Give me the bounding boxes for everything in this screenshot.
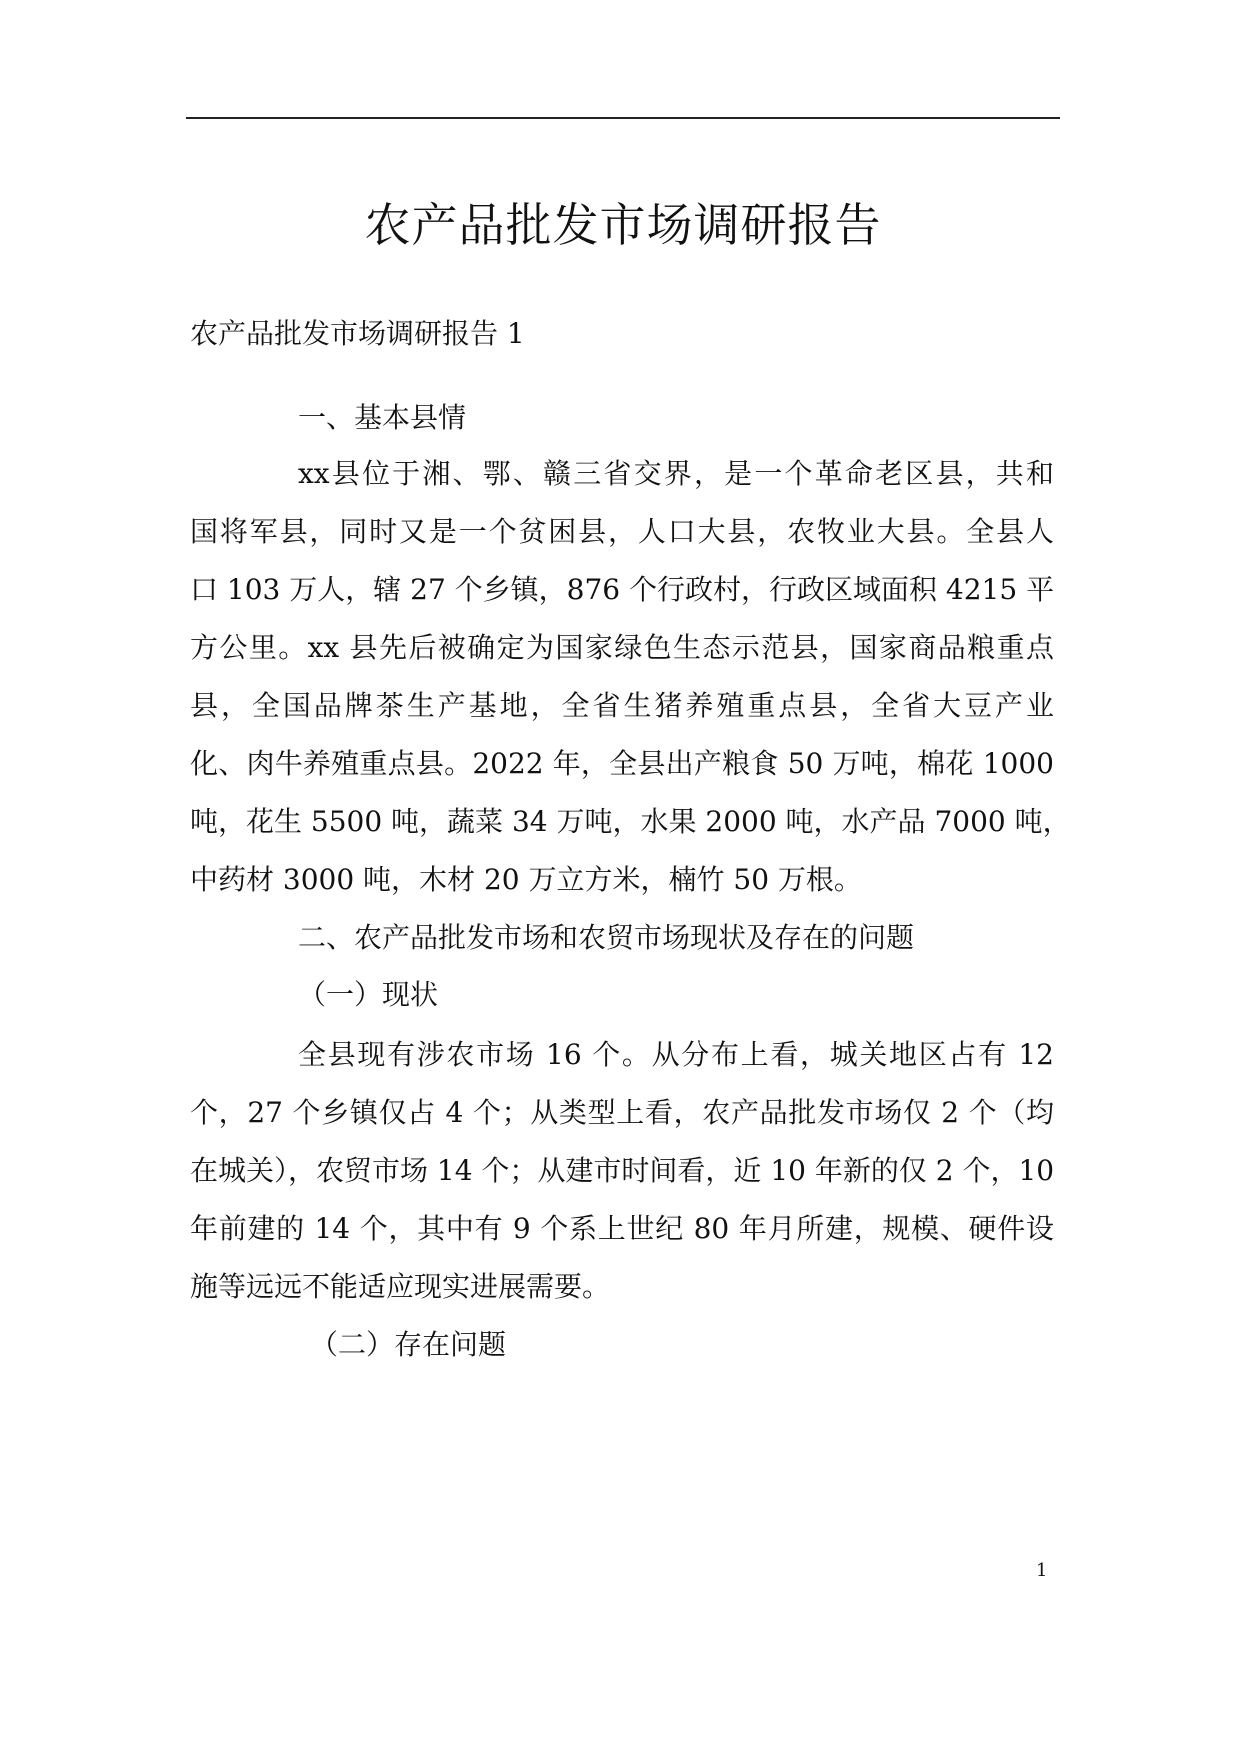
paragraph-line: 施等远远不能适应现实进展需要。 [190, 1270, 611, 1303]
paragraph-line: 国将军县，同时又是一个贫困县，人口大县，农牧业大县。全县人 [190, 515, 1054, 548]
paragraph-line: 年前建的 14 个，其中有 9 个系上世纪 80 年月所建，规模、硬件设 [190, 1212, 1054, 1245]
paragraph-line: 口 103 万人，辖 27 个乡镇，876 个行政村，行政区域面积 4215 平 [190, 573, 1055, 606]
paragraph-line: 方公里。xx 县先后被确定为国家绿色生态示范县，国家商品粮重点 [190, 631, 1054, 664]
paragraph-line: 县，全国品牌茶生产基地，全省生猪养殖重点县，全省大豆产业 [190, 689, 1054, 722]
paragraph-line: xx县位于湘、鄂、赣三省交界，是一个革命老区县，共和 [298, 457, 1054, 490]
subsection-heading-problems: （二）存在问题 [310, 1328, 507, 1361]
paragraph-line: 全县现有涉农市场 16 个。从分布上看，城关地区占有 12 [298, 1038, 1054, 1071]
header-rule [186, 117, 1060, 119]
paragraph-line: 中药材 3000 吨，木材 20 万立方米，楠竹 50 万根。 [190, 863, 862, 896]
page-number: 1 [1036, 1560, 1048, 1581]
paragraph-line: 个，27 个乡镇仅占 4 个；从类型上看，农产品批发市场仅 2 个（均 [190, 1096, 1054, 1129]
section-heading-markets: 二、农产品批发市场和农贸市场现状及存在的问题 [298, 921, 915, 954]
section-heading-basic-info: 一、基本县情 [298, 401, 467, 434]
subsection-heading-status: （一）现状 [298, 978, 439, 1011]
document-title: 农产品批发市场调研报告 [364, 198, 882, 252]
paragraph-line: 化、肉牛养殖重点县。2022 年，全县出产粮食 50 万吨，棉花 1000 [190, 747, 1054, 780]
document-subtitle: 农产品批发市场调研报告 1 [190, 317, 525, 350]
paragraph-line: 吨，花生 5500 吨，蔬菜 34 万吨，水果 2000 吨，水产品 7000 吨， [190, 805, 1071, 838]
paragraph-line: 在城关），农贸市场 14 个；从建市时间看，近 10 年新的仅 2 个，10 [190, 1154, 1055, 1187]
